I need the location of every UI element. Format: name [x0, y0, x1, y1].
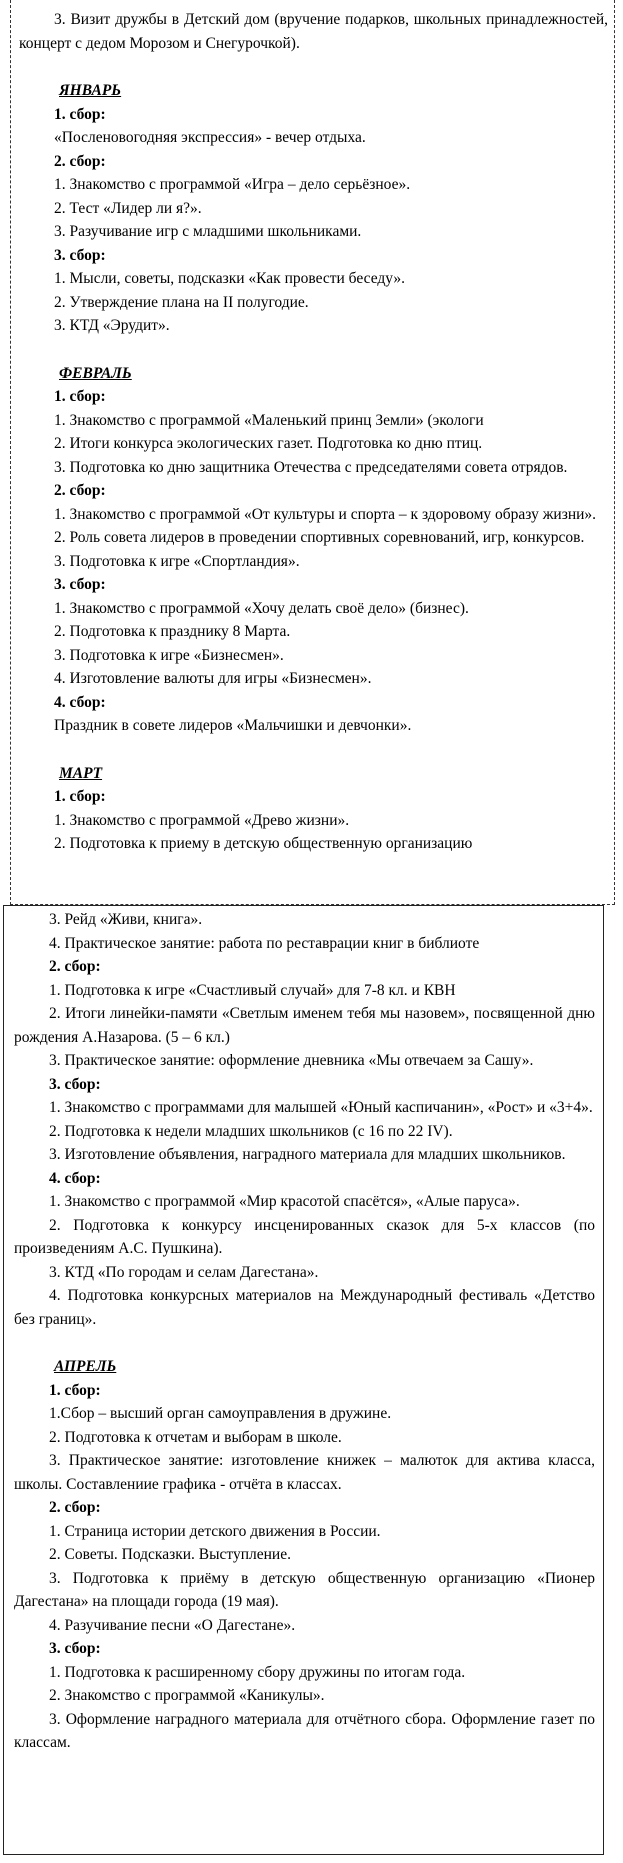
- plan-item: 2. Утверждение плана на II полугодие.: [54, 293, 309, 311]
- month-heading-april: АПРЕЛЬ: [54, 1358, 117, 1375]
- plan-item: 2. Подготовка к приему в детскую общественную организацию: [54, 835, 473, 852]
- sbor-heading: 1. сбор:: [54, 388, 106, 405]
- plan-item: 4. Практическое занятие: работа по реставрации книг в библиоте: [49, 934, 480, 952]
- plan-item: 3. КТД «Эрудит».: [54, 317, 170, 334]
- plan-item: 1. Страница истории детского движения в России.: [49, 1522, 381, 1540]
- plan-item: 3. Подготовка к игре «Бизнесмен».: [54, 646, 284, 664]
- intro-paragraph: 3. Визит дружбы в Детский дом (вручение подарков, школьных принадлежностей, концерт с дедом Морозом и Снегурочкой).: [19, 11, 608, 52]
- plan-item: 2. Итоги линейки-памяти «Светлым именем тебя мы назовем», посвященной дню рождения А.Назарова. (5 – 6 кл.): [14, 1005, 595, 1046]
- plan-item: 2. Тест «Лидер ли я?».: [54, 199, 202, 217]
- plan-item: 4. Разучивание песни «О Дагестане».: [49, 1616, 296, 1634]
- plan-item: 2. Итоги конкурса экологических газет. Подготовка ко дню птиц.: [54, 435, 483, 452]
- plan-item: 2. Подготовка к отчетам и выборам в школе.: [49, 1428, 342, 1446]
- sbor-heading: 1. сбор:: [49, 1381, 101, 1399]
- plan-item: 1. Мысли, советы, подсказки «Как провести беседу».: [54, 270, 406, 287]
- sbor-heading: 3. сбор:: [49, 1640, 101, 1657]
- plan-item: 3. Практическое занятие: оформление дневника «Мы отвечаем за Сашу».: [49, 1052, 534, 1069]
- plan-item: 3. Практическое занятие: изготовление книжек – малюток для актива класса, школы. Составлениие графика - отчёта в классах.: [14, 1452, 595, 1493]
- sbor-heading: 2. сбор:: [49, 1499, 101, 1516]
- plan-item: 2. Знакомство с программой «Каникулы».: [49, 1687, 325, 1704]
- sbor-heading: 4. сбор:: [54, 693, 106, 711]
- plan-item: 3. Изготовление объявления, наградного материала для младших школьников.: [49, 1146, 566, 1163]
- plan-item: 2. Подготовка к недели младших школьников (с 16 по 22 IV).: [49, 1122, 453, 1140]
- text-frame-upper: [10, 0, 615, 905]
- plan-item: 3. Разучивание игр с младшими школьниками.: [54, 223, 362, 240]
- plan-item: 1. Знакомство с программой «Мир красотой спасётся», «Алые паруса».: [49, 1193, 520, 1210]
- sbor-heading: 2. сбор:: [54, 482, 106, 499]
- sbor-heading: 3. сбор:: [54, 576, 106, 593]
- sbor-heading: 3. сбор:: [49, 1075, 101, 1093]
- sbor-heading: 1. сбор:: [54, 788, 106, 805]
- plan-item: 1. Знакомство с программой «Игра – дело серьёзное».: [54, 176, 411, 193]
- plan-item: 3. Рейд «Живи, книга».: [49, 911, 203, 928]
- plan-item: 3. Подготовка ко дню защитника Отечества с председателями совета отрядов.: [54, 458, 568, 476]
- plan-item: 3. Подготовка к приёму в детскую общественную организацию «Пионер Дагестана» на площади города (19 мая).: [14, 1569, 595, 1610]
- plan-item: 1. Знакомство с программой «Древо жизни».: [54, 811, 350, 829]
- sbor-heading: 2. сбор:: [54, 152, 106, 170]
- plan-item: Праздник в совете лидеров «Мальчишки и девчонки».: [54, 717, 412, 734]
- text-frame-lower: [3, 905, 604, 1855]
- month-heading-january: ЯНВАРЬ: [59, 82, 122, 99]
- plan-item: 2. Подготовка к конкурсу инсценированных сказок для 5-х классов (по произведениям А.С. Пушкина).: [14, 1216, 595, 1257]
- plan-item: 2. Роль совета лидеров в проведении спортивных соревнований, игр, конкурсов.: [54, 529, 585, 546]
- plan-item: 1. Знакомство с программой «Маленький принц Земли» (экологи: [54, 411, 484, 429]
- plan-item: 4. Изготовление валюты для игры «Бизнесмен».: [54, 670, 372, 687]
- month-heading-march: МАРТ: [59, 764, 103, 782]
- month-heading-february: ФЕВРАЛЬ: [59, 364, 132, 382]
- plan-item: 2. Подготовка к празднику 8 Марта.: [54, 623, 291, 640]
- sbor-heading: 4. сбор:: [49, 1169, 101, 1187]
- sbor-heading: 3. сбор:: [54, 246, 106, 264]
- plan-item: 3. КТД «По городам и селам Дагестана».: [49, 1263, 319, 1281]
- plan-item: 4. Подготовка конкурсных материалов на Международный фестиваль «Детство без границ».: [14, 1287, 595, 1328]
- plan-item: 3. Оформление наградного материала для отчётного сбора. Оформление газет по классам.: [14, 1710, 595, 1751]
- plan-item: «Посленовогодняя экспрессия» - вечер отдыха.: [54, 129, 366, 146]
- plan-item: 1. Подготовка к игре «Счастливый случай» для 7-8 кл. и КВН: [49, 981, 456, 999]
- plan-item: 1.Сбор – высший орган самоуправления в дружине.: [49, 1405, 392, 1422]
- plan-item: 1. Знакомство с программами для малышей «Юный каспичанин», «Рост» и «3+4».: [49, 1099, 593, 1116]
- sbor-heading: 1. сбор:: [54, 105, 106, 123]
- sbor-heading: 2. сбор:: [49, 958, 101, 975]
- plan-item: 3. Подготовка к игре «Спортландия».: [54, 552, 300, 570]
- plan-item: 1. Подготовка к расширенному сбору дружины по итогам года.: [49, 1663, 466, 1681]
- plan-item: 2. Советы. Подсказки. Выступление.: [49, 1546, 291, 1563]
- plan-item: 1. Знакомство с программой «Хочу делать своё дело» (бизнес).: [54, 599, 469, 617]
- plan-item: 1. Знакомство с программой «От культуры и спорта – к здоровому образу жизни».: [54, 505, 597, 523]
